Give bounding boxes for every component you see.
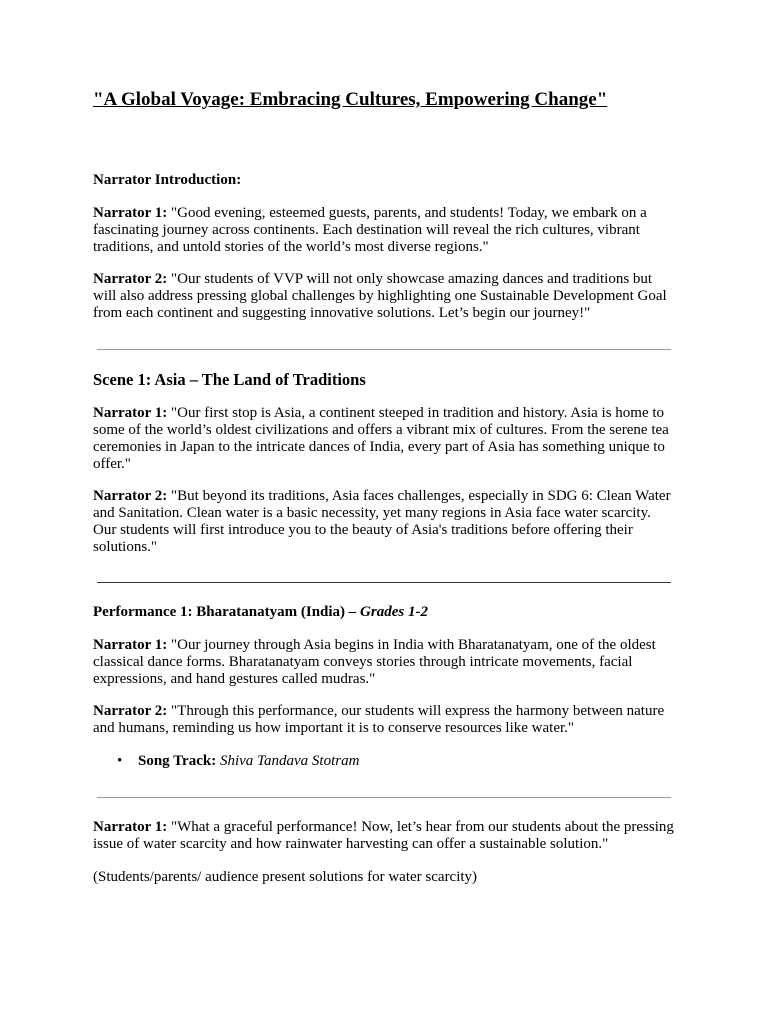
document-title: "A Global Voyage: Embracing Cultures, Empowering Change"	[93, 89, 608, 110]
scene-1-narrator-2-paragraph	[93, 488, 675, 556]
song-track-item	[93, 753, 675, 770]
paragraph-text: "Our students of VVP will not only showcase amazing dances and traditions but will also address pressing global challenges by highlighting one Sustainable Development Goal from each continent and suggesting innovative solutions. Let’s begin our journey!"	[93, 271, 667, 321]
speaker-label: Narrator 2:	[93, 488, 168, 504]
speaker-label: Narrator 2:	[93, 703, 168, 719]
paragraph-text: "Through this performance, our students will express the harmony between nature and humans, reminding us how important it is to conserve resources like water."	[93, 703, 665, 736]
paragraph-text: "Our first stop is Asia, a continent steeped in tradition and history. Asia is home to some of the world’s oldest civilizations and offers a vibrant mix of cultures. From the serene tea ceremonies in Japan to the intricate dances of India, every part of Asia has something unique to offer."	[93, 405, 669, 472]
paragraph-text: "Good evening, esteemed guests, parents, and students! Today, we embark on a fascinating journey across continents. Each destination will reveal the rich cultures, vibrant traditions, and untold stories of the world’s most diverse regions."	[93, 205, 647, 255]
intro-heading: Narrator Introduction:	[93, 172, 242, 188]
performance-1-heading	[93, 603, 675, 621]
scene-1-narrator-1-paragraph	[93, 405, 675, 473]
song-track-label: Song Track:	[138, 753, 217, 769]
paragraph-text: "Our journey through Asia begins in India with Bharatanatyam, one of the oldest classical dance forms. Bharatanatyam conveys stories through intricate movements, facial expressions, and hand gestures called mudras."	[93, 637, 656, 687]
closing-narrator-1-paragraph	[93, 819, 675, 853]
song-track-value: Shiva Tandava Stotram	[219, 753, 360, 769]
intro-narrator-2-paragraph	[93, 271, 675, 322]
performance-title: Performance 1: Bharatanatyam (India) –	[93, 604, 357, 620]
performance-1-narrator-2-paragraph	[93, 703, 675, 737]
speaker-label: Narrator 1:	[93, 819, 168, 835]
paragraph-text: "But beyond its traditions, Asia faces challenges, especially in SDG 6: Clean Water and Sanitation. Clean water is a basic necessity, yet many regions in Asia face water scarcity. Our students will first introduce you to the beauty of Asia's traditions before offering their solutions."	[93, 488, 671, 555]
closing-note: (Students/parents/ audience present solutions for water scarcity)	[93, 869, 478, 885]
bullet-icon: •	[117, 753, 123, 769]
paragraph-text: "What a graceful performance! Now, let’s hear from our students about the pressing issue of water scarcity and how rainwater harvesting can offer a sustainable solution."	[93, 819, 674, 852]
speaker-label: Narrator 1:	[93, 637, 168, 653]
speaker-label: Narrator 1:	[93, 405, 168, 421]
performance-1-narrator-1-paragraph	[93, 637, 675, 688]
performance-grades: Grades 1-2	[356, 604, 428, 620]
speaker-label: Narrator 1:	[93, 205, 168, 221]
intro-narrator-1-paragraph	[93, 205, 675, 256]
speaker-label: Narrator 2:	[93, 271, 168, 287]
scene-1-heading: Scene 1: Asia – The Land of Traditions	[93, 370, 366, 389]
document-page	[93, 88, 675, 886]
